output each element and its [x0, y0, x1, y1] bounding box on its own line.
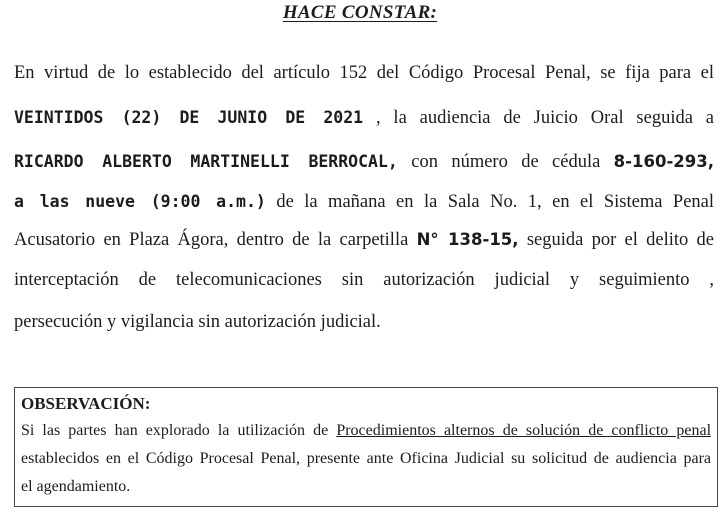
paragraph-line-3	[14, 152, 714, 173]
folder-number: N° 138-15,	[416, 230, 519, 249]
hearing-time: a las nueve (9:00 a.m.)	[14, 192, 266, 211]
observation-line-2	[21, 450, 711, 468]
observation-text: establecidos en el Código Procesal Penal, presente ante Oficina Judicial su solicitud de audiencia para	[21, 450, 711, 467]
paragraph-line-2	[14, 108, 714, 129]
paragraph-line-1	[14, 63, 714, 84]
paragraph-line-4	[14, 192, 714, 213]
observation-title: OBSERVACIÓN:	[21, 394, 151, 413]
paragraph-text: de la mañana en la Sala No. 1, en el Sistema Penal	[276, 192, 715, 212]
paragraph-line-7	[14, 312, 714, 333]
paragraph-text: , la audiencia de Juicio Oral seguida a	[375, 108, 715, 128]
observation-text: el agendamiento.	[21, 478, 131, 495]
observation-text: Si las partes han explorado la utilización de	[21, 422, 329, 439]
observation-line-3	[21, 478, 711, 496]
hearing-date: VEINTIDOS (22) DE JUNIO DE 2021	[14, 108, 364, 127]
paragraph-line-5	[14, 230, 714, 251]
paragraph-line-6	[14, 270, 714, 291]
paragraph-text: persecución y vigilancia sin autorización judicial.	[14, 312, 381, 332]
paragraph-text: interceptación de telecomunicaciones sin autorización judicial y seguimiento ,	[14, 270, 714, 290]
paragraph-text: Acusatorio en Plaza Ágora, dentro de la carpetilla	[14, 230, 409, 250]
paragraph-text: seguida por el delito de	[526, 230, 714, 250]
paragraph-text: En virtud de lo establecido del artículo 152 del Código Procesal Penal, se fija para el	[14, 63, 714, 83]
document-heading: HACE CONSTAR:	[282, 2, 438, 23]
observation-line-1	[21, 422, 711, 440]
cedula-number: 8-160-293,	[613, 152, 715, 171]
defendant-name: RICARDO ALBERTO MARTINELLI BERROCAL,	[14, 152, 398, 171]
procedures-reference: Procedimientos alternos de solución de conflicto penal	[336, 422, 712, 439]
paragraph-text: con número de cédula	[411, 152, 601, 172]
